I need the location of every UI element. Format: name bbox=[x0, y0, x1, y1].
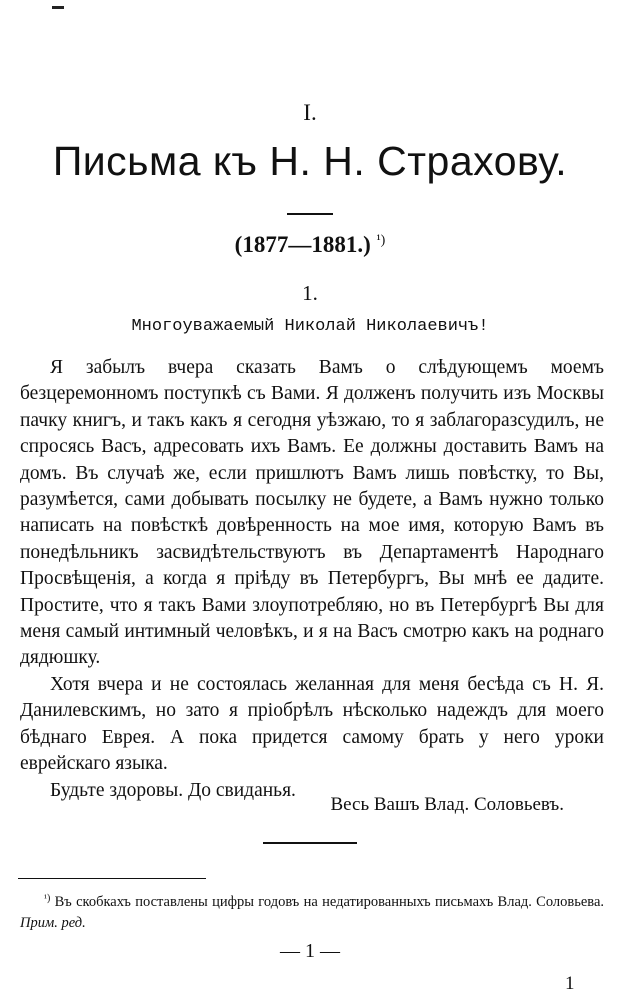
footnote-editor-note: Прим. ред. bbox=[20, 915, 86, 931]
letter-paragraph: Будьте здоровы. До свиданья. bbox=[50, 779, 296, 801]
footnote-text: Въ скобкахъ поставлены цифры годовъ на недатированныхъ письмахъ Влад. Соловьева. bbox=[50, 894, 604, 910]
footnote-mark: ¹) bbox=[44, 893, 51, 904]
letter-salutation: Многоуважаемый Николай Николаевичъ! bbox=[131, 317, 489, 336]
letter-body bbox=[20, 355, 604, 804]
section-numeral: I. bbox=[303, 100, 317, 125]
page-title: Письма къ Н. Н. Страхову. bbox=[52, 138, 568, 184]
section-end-divider bbox=[263, 842, 357, 844]
page-number: — 1 — bbox=[280, 940, 340, 962]
year-footnote-mark: ¹) bbox=[376, 233, 386, 248]
letter-paragraph: Хотя вчера и не состоялась желанная для меня бесѣда съ Н. Я. Данилевскимъ, но зато я пріобрѣлъ нѣсколько надеждъ для моего бѣднаго Еврея. А пока придется самому брать у него уроки еврейскаго языка. bbox=[20, 673, 604, 775]
year-range-text: (1877—1881.) bbox=[234, 232, 371, 257]
scan-mark bbox=[52, 6, 64, 9]
footnote bbox=[20, 888, 604, 934]
title-divider bbox=[287, 213, 333, 215]
letter-signature: Весь Вашъ Влад. Соловьевъ. bbox=[330, 794, 564, 815]
letter-number: 1. bbox=[302, 281, 318, 305]
footnote-rule bbox=[18, 878, 206, 879]
letter-paragraph: Я забылъ вчера сказать Вамъ о слѣдующемъ моемъ безцеремонномъ поступкѣ съ Вами. Я долженъ получить изъ Москвы пачку книгъ, и такъ какъ я сегодня уѣзжаю, то я заблагоразсудилъ, не спросясь Васъ, адресовать ихъ Вамъ. Ее должны доставить Вамъ на домъ. Въ случаѣ же, если пришлютъ Вамъ лишь повѣстку, то Вы, разумѣется, сами добывать посылку не будете, а Вамъ нужно только написать на повѣсткѣ довѣренность на мое имя, которую Вамъ въ понедѣльникъ засвидѣтельствуютъ въ Департаментѣ Народнаго Просвѣщенія, а когда я пріѣду въ Петербургъ, Вы мнѣ ее дадите. Простите, что я такъ Вами злоупотребляю, но въ Петербургѣ Вы для меня самый интимный человѣкъ, и я на Васъ смотрю какъ на роднаго дядюшку. bbox=[20, 357, 604, 669]
year-range bbox=[0, 232, 620, 258]
sheet-number: 1 bbox=[565, 973, 575, 994]
